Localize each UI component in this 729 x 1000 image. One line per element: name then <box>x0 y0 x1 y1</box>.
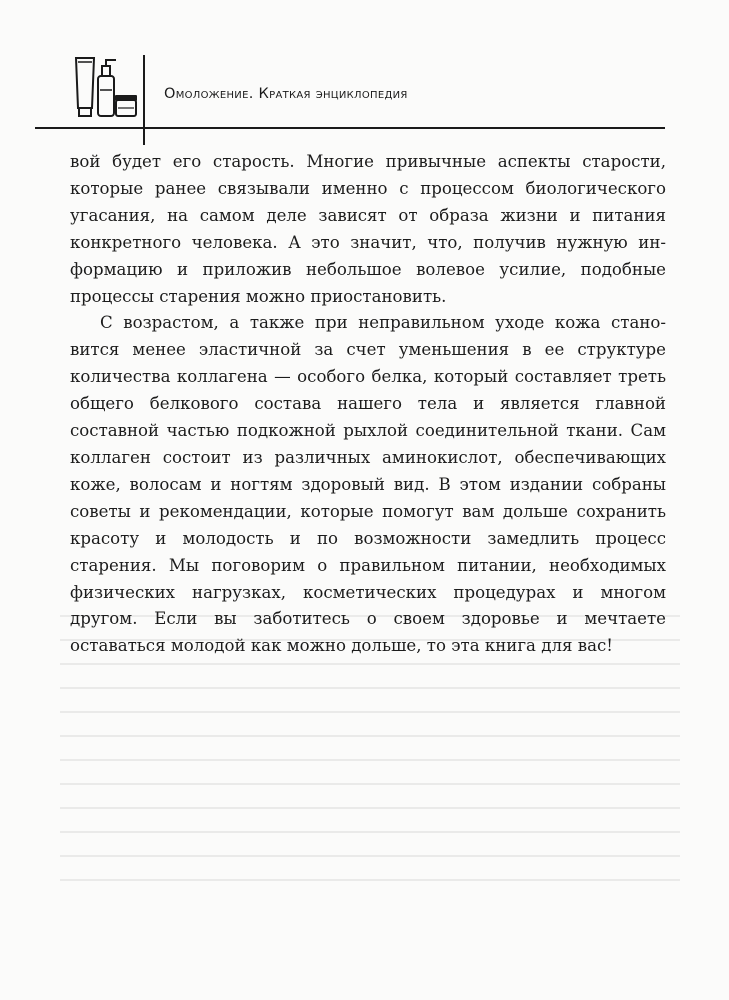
cosmetics-bottles-icon <box>70 50 142 122</box>
bleed-through-texture <box>60 615 680 955</box>
paragraph-1: вой будет его старость. Многие привычные аспекты старости, которые ранее связывали именно с процессом биологического угасания, на самом деле зависят от образа жизни и питания конкретного человека. А это значит, что, получив нужную информацию и приложив небольшое волевое усилие, подобные процессы старения можно приостановить. <box>70 152 666 306</box>
body-text <box>70 149 666 660</box>
running-title: Омоложение. Краткая энциклопедия <box>164 86 408 102</box>
header-vertical-rule <box>143 55 145 145</box>
paragraph-2: С возрастом, а также при неправильном уходе кожа становится менее эластичной за счет уменьшения в ее структуре количества коллагена — особого белка, который составляет треть общего белкового состава нашего тела и является главной составной частью подкожной рыхлой соединительной ткани. Сам коллаген состоит из различных аминокислот, обеспечивающих коже, волосам и ногтям здоровый вид. В этом издании собраны советы и рекомендации, которые помогут вам дольше сохранить красоту и молодость и по возможности замедлить процесс старения. Мы поговорим о правильном питании, необходимых физических нагрузках, косметических процедурах и многом другом. Если вы заботитесь о своем здоровье и мечтаете оставаться молодой как можно дольше, то эта книга для вас! <box>70 313 666 656</box>
header-horizontal-rule <box>35 127 665 129</box>
